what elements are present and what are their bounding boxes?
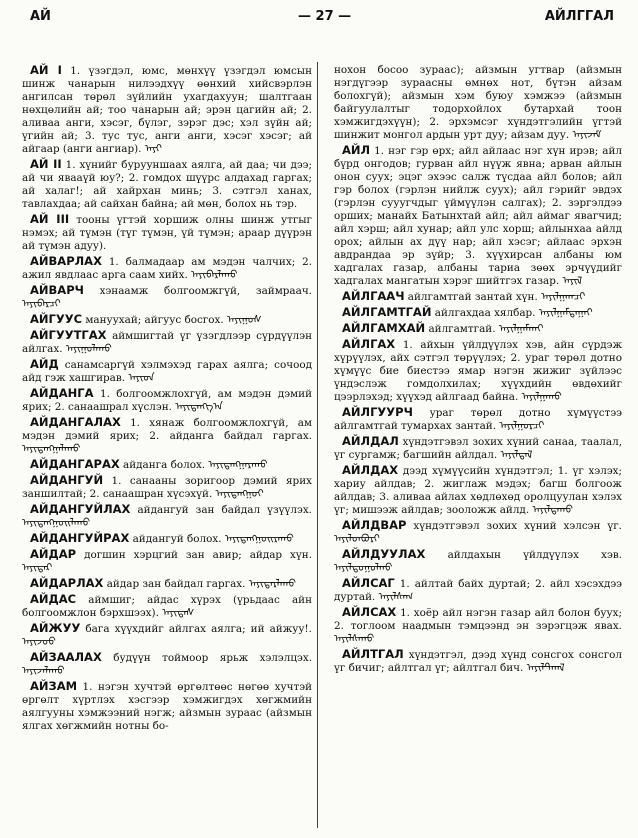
definition-text: хүндэтгэл, дээд хүнд сонсгох сонсгол үг бичиг; айлтгал үг; айлтгал бич. ᠠᠶᠢᠯᠲᠬᠠᠯ [334,649,622,674]
definition-text: хэнаамж болгоомжгүй, займраач. ᠠᠶᠢᠪᠠᠷᠴᠢ [22,285,312,310]
headword: АЙДАНГА [30,386,94,400]
definition-text: манууxай; айгууc босгох. ᠠᠶᠢᠭᠤᠰ [82,314,262,326]
definition-text: будүүн тоймоор ярьж хэлэлцэх. ᠠᠶᠢᠵᠠᠯᠠᠬᠤ [22,652,312,677]
definition-text: айлгахдаа хялбар. ᠠᠶᠢᠯᠭᠠᠮᠲᠠᠭᠠᠢ [431,307,593,319]
headword: АЙЗАМ [30,679,78,693]
headword: АЙЛДАХ [342,463,399,477]
dictionary-entry [22,532,312,546]
headword: АЙ I [30,63,62,77]
dictionary-entry [22,387,312,414]
headword: АЙДАНГАЛАХ [30,415,121,429]
definition-text: айлгамтгай зантай хүн. ᠠᠶᠢᠯᠭᠠᠭᠴᠢ [404,291,586,303]
dictionary-entry [334,548,622,575]
definition-text: 1. хоёр айл нэгэн газар айл болон буух; 2. тоглоом наадмын тэмцээнд эн зэрэгцэж явах. ᠠᠶᠢᠯᠰᠠᠬᠤ [334,607,622,645]
dictionary-entry [22,255,312,282]
definition-text: 1. санааны зоригоор дэмий ярих заншилтай; 2. санаашран хүсэхүй. ᠠᠶᠢᠳᠠᠩᠭᠤᠢ [22,475,312,500]
definition-text: 1. нэгэн хучтэй өргөлтөөс нөгөө хучтэй өргөлт хүртлэх хэсгээр хэмжигдэх хөгжмийн аялгууны хэмжээний нэгж; айзмын зураас (айзмын ялгах хөгжмийн нотны бо- [22,681,312,732]
definition-text: айлдахын үйлдүүлэх хэв. ᠠᠶᠢᠯᠳᠤᠭᠤᠯᠬᠤ [334,549,622,574]
page-number: — 27 — [298,9,352,24]
headword: АЙЛДВАР [342,518,407,532]
left-column [22,64,312,735]
dictionary-entry [22,651,312,678]
headword: АЙЛГУУРЧ [342,405,413,419]
definition-text: бага хүүхдийг айлгах аялга; ий айжуу!. ᠠᠶᠢᠵᠤᠤ [22,623,312,648]
dictionary-entry [22,313,312,327]
headword: АЙЛДАЛ [342,434,399,448]
dictionary-entry [334,519,622,546]
headword: АЙГУУС [30,312,83,326]
definition-text: хүндэтгэвэл зохих хүний санаа, таалал, үг сургамж; багшийн айлдал. ᠠᠶᠢᠯᠳᠠᠯ [334,436,622,461]
headword: АЙВАРЧ [30,283,84,297]
definition-text: санамсаргүй хэлмэхэд гарах аялга; сочоод айд гэж хашгирав. ᠠᠶᠢᠳ [22,359,312,384]
dictionary-entry [334,306,622,320]
dictionary-entry [22,358,312,385]
headword: АЙЛГАХ [342,337,396,351]
definition-text: 1. айхын үйлдүүлэх хэв, айн сүрдэж хүрүүлэх, айх сэтгэл төрүүлэх; 2. ураг төрөл дотно хүмүүс бие биестээ ямар нэгэн жижиг зүйлээс үндэслэж гомдолхилах; хүүхдийн өвдөхийг цээрлэхэд; хүүхэд айлгаад байна. ᠠᠶᠢᠯᠭᠠᠬᠤ [334,339,622,403]
dictionary-entry [22,680,312,733]
dictionary-entry [22,622,312,649]
dictionary-entry [334,464,622,517]
dictionary-entry [334,322,622,336]
headword: АЙДАР [30,547,77,561]
definition-text: айдар зан байдал гаргах. ᠠᠶᠢᠳᠠᠷᠯᠠᠬᠤ [103,578,296,590]
definition-text: 1. айлтай байх дуртай; 2. айл хэсэхдээ дуртай. ᠠᠶᠢᠯᠰᠠᠭ [334,578,622,603]
definition-text: 1. хянаж болгоомжлохгүй, ам мэдэн дэмий ярих; 2. айданга байдал гаргах. ᠠᠶᠢᠳᠠᠩᠭᠠᠯᠠᠬᠤ [22,417,312,455]
dictionary-entry [22,329,312,356]
headword: АЙДАНГУЙЛАХ [30,502,131,516]
headword: АЙДАНГУЙРАХ [30,531,130,545]
dictionary-entry [334,406,622,433]
dictionary-entry [334,606,622,646]
right-column [334,64,622,677]
dictionary-entry [334,144,622,288]
dictionary-entry [22,213,312,253]
header-left-guide-word: АЙ [30,9,51,24]
headword: АЙДАС [30,592,77,606]
definition-text: 1. балмадаар ам мэдэн чалчих; 2. ажил явдлаас арга саам хийх. ᠠᠶᠢᠪᠠᠷᠯᠠᠬᠤ [22,256,312,281]
dictionary-entry [334,64,622,142]
dictionary-entry [22,158,312,211]
headword: АЙЛГАМТГАЙ [342,305,432,319]
headword: АЙЛГАМХАЙ [342,321,426,335]
dictionary-entry [334,648,622,675]
headword: АЙВАРЛАХ [30,254,102,268]
definition-text: айданга болох. ᠠᠶᠢᠳᠠᠩᠭᠠᠷᠠᠬᠤ [119,459,268,471]
dictionary-entry [22,577,312,591]
definition-text: айдангуй зан байдал үзүүлэх. ᠠᠶᠢᠳᠠᠩᠭᠤᠢᠯᠠᠬᠤ [22,504,312,529]
definition-text: хүндэтгэвэл зохих хүний хэлсэн үг. ᠠᠶᠢᠯᠳᠪᠤᠷᠢ [334,520,622,545]
dictionary-entry [334,290,622,304]
definition-text: 1. хүнийг бурууншаах аялга, ай даа; чи дээ; ай чи явааүй юу?; 2. гомдох шүүрс алдахад гаргах; ай халаг!; ай хайрхан минь; 3. сэтгэл ханах, тавлахдаа; ай сайхан байна; ай мөн, болох нь тэр. [22,159,312,210]
headword: АЙГУУТГАХ [30,328,107,342]
column-divider [317,62,318,828]
dictionary-entry [22,416,312,456]
definition-text: 1. нэг гэр өрх; айл айлаас нэг хүн ирэв; айл бүрд онгодов; гурван айл нүүж явна; арван айлын онон суух; эцэг эхээс салж түсдаа айл болов; айл гэр болох (гэрлэн нийлж суух); айл гэрийг эвдэх (гэрлэн сууугчдыг үймүүлэн салгах); 2. зэргэлдээ орших; манайх Батынхтай айл; айл аймаг явагчид; айл хэрш; айл хунар; айл улс хорш; айлынхаа айлд орох; айлын ах дүү нар; айл хэсэг; айлаас эрхэн авдрандаа эр зүйр; 3. хүүхирсан албаны юм хадгалах газар, албаны тариа зөөх эрчүүдийг хадгалах мангатын хэрэг шийтгэх газар. ᠠᠶᠢᠯ [334,145,622,287]
headword: АЙ II [30,157,62,171]
dictionary-entry [334,577,622,604]
dictionary-entry [22,284,312,311]
headword: АЙЛ [342,143,371,157]
headword: АЙЛГААЧ [342,289,405,303]
definition-text: аймшигтай үг үзэгдлээр сүрдүүлэн айлгах. ᠠᠶᠢᠭᠤᠯᠠᠬᠤ [22,330,312,355]
definition-text: дээд хүмүүсийн хүндэтгэл; 1. үг хэлэх; хариу айлдав; 2. жиглаж мэдэх; багш болгоож айлдав; 3. аливаа айлах хөдлөхөд оролцуулан хэлэх үг; мишээж айлдав; зооложж айлд. ᠠᠶᠢᠯᠳᠠᠬᠤ [334,465,622,516]
definition-text: тооны үгтэй хоршиж олны шинж утгыг нэмэх; ай түмэн (түг түмэн, үй түмэн; араар дүүрэн ай түмэн адуу). [22,214,312,252]
definition-text: 1. үзэгдэл, юмс, мөнхүү үзэгдэл юмсын шинж чанарын нилээдхүү өөнхий хийсвэрлэн ангилсан төрөл зүйлийн ухагдахуун; шалтгаан нөхцөлийн ай; тоо чанарын ай; эрэн цагийн ай; 2. аливаа анги, хэсэг, бүлэг, зэрэг дэс; хэл зүйн ай; үгийн ай; 3. тус тус, анги анги, хэсэг хэсэг; ай айгаар (анги ангиар). ᠠᠶᠢ [22,65,312,155]
dictionary-entry [22,503,312,530]
dictionary-entry [334,338,622,404]
definition-text: ураг төрөл дотно хүмүүстээ айлгамтгай тумархах зантай. ᠠᠶᠢᠯᠭᠤᠷᠴᠢ [334,407,622,432]
headword: АЙДАНГУЙ [30,473,104,487]
definition-text: догшин хэрцгий зан авир; айдар хүн. ᠠᠶᠢᠳᠠᠷ [22,549,312,574]
definition-text: нохон босоо зураас); айзмын угтвар (айзмын нэгдүгээр зураасны өмнөх нот, бүтэн айзам болохгүй); айзмын хэм буюу хэмжээ (айзмын байгуулалтыг тодорхойлох бутархай тоон хэмжигдэхүүн); 2. эрхэмсэг хүндэтгэлийн үгтэй шинжит монгол ардын урт дуу; айзам дуу. ᠠᠶᠢᠵᠠᠮ [334,64,622,141]
dictionary-entry [22,458,312,472]
headword: АЙЗААЛАХ [30,650,102,664]
definition-text: 1. болгоомжлохгүй, ам мэдэн дэмий ярих; 2. санаашрал хүслэн. ᠠᠶᠢᠳᠠᠩᠭ᠎ᠠ [22,388,312,413]
headword: АЙЛСАХ [342,605,397,619]
dictionary-entry [22,548,312,575]
definition-text: аймшиг; айдас хүрэх (үрьдаас айн болгоомжлон бэрхшээх). ᠠᠶᠢᠳᠠᠰ [22,594,312,619]
headword: АЙД [30,357,59,371]
headword: АЙЛДУУЛАХ [342,547,426,561]
headword: АЙЛТГАЛ [342,647,404,661]
headword: АЙДАРЛАХ [30,576,104,590]
definition-text: айдангуй болох. ᠠᠶᠢᠳᠠᠩᠭᠤᠢᠷᠠᠬᠤ [129,533,294,545]
headword: АЙЖУУ [30,621,81,635]
page-header [0,9,638,35]
dictionary-entry [22,593,312,620]
dictionary-entry [22,474,312,501]
headword: АЙ III [30,212,70,226]
headword: АЙЛСАГ [342,576,395,590]
definition-text: айлгамтгай. ᠠᠶᠢᠯᠭᠠᠮᠬᠠᠢ [425,323,544,335]
dictionary-entry [22,64,312,156]
headword: АЙДАНГАРАХ [30,457,120,471]
header-right-guide-word: АЙЛГГАЛ [544,9,614,24]
dictionary-entry [334,435,622,462]
